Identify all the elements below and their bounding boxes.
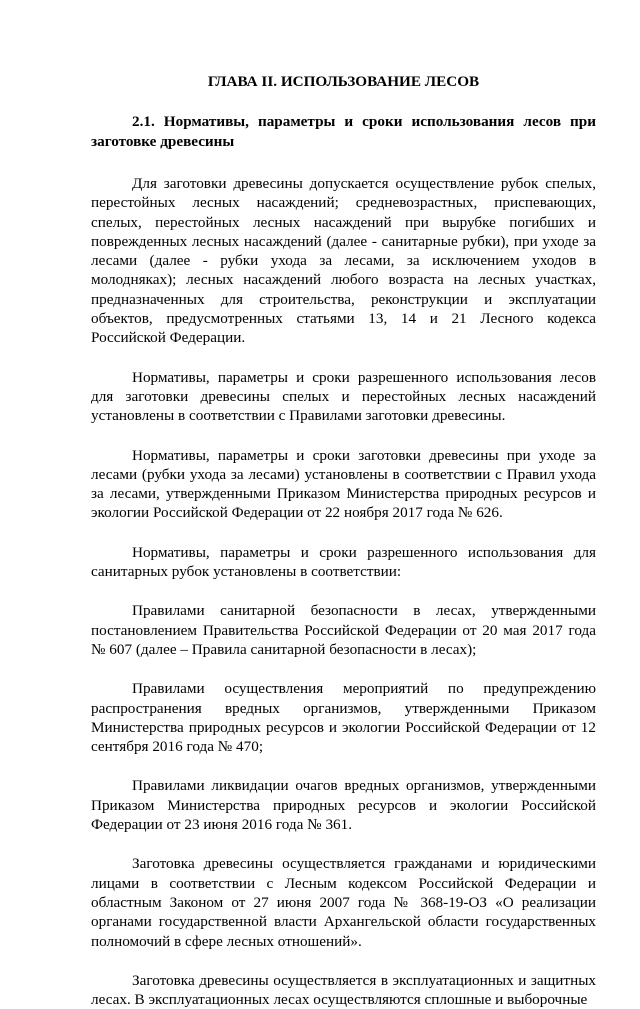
- paragraph-forest-zones: Заготовка древесины осуществляется в эксплуатационных и защитных лесах. В эксплуатационных лесах осуществляются сплошные и выборочные: [91, 971, 596, 1009]
- chapter-title: ГЛАВА II. ИСПОЛЬЗОВАНИЕ ЛЕСОВ: [207, 73, 480, 90]
- paragraph-citizens-legal: Заготовка древесины осуществляется гражданами и юридическими лицами в соответствии с Лесным кодексом Российской Федерации и областным Законом от 27 июня 2007 года № 368-19-ОЗ «О реализации органами государственной власти Архангельской области государственных полномочий в сфере лесных отношений».: [91, 855, 596, 950]
- paragraph-sanitary-rules: Правилами санитарной безопасности в лесах, утвержденными постановлением Правительства Российской Федерации от 20 мая 2017 года № 607 (далее – Правила санитарной безопасности в лесах);: [91, 602, 596, 658]
- paragraph-logging-types: Для заготовки древесины допускается осуществление рубок спелых, перестойных лесных насаждений; средневозрастных, приспевающих, спелых, перестойных лесных насаждений при вырубке погибших и поврежденных лесных насаждений (далее - санитарные рубки), при уходе за лесами (далее - рубки ухода за лесами, за исключением уходов в молодняках); лесных насаждений любого возраста на лесных участках, предназначенных для строительства, реконструкции и эксплуатации объектов, предусмотренных статьями 13, 14 и 21 Лесного кодекса Российской Федерации.: [91, 175, 596, 347]
- paragraph-liquidation-rules: Правилами ликвидации очагов вредных организмов, утвержденными Приказом Министерства природных ресурсов и экологии Российской Федерации от 23 июня 2016 года № 361.: [91, 777, 596, 834]
- paragraph-sanitary-intro: Нормативы, параметры и сроки разрешенного использования для санитарных рубок установлены в соответствии:: [91, 543, 596, 581]
- paragraph-thinning: Нормативы, параметры и сроки заготовки древесины при уходе за лесами (рубки ухода за лесами) установлены в соответствии с Правил ухода за лесами, утвержденными Приказом Министерства природных ресурсов и экологии Российской Федерации от 22 ноября 2017 года № 626.: [91, 446, 596, 522]
- paragraph-mature-stands: Нормативы, параметры и сроки разрешенного использования лесов для заготовки древесины спелых и перестойных лесных насаждений установлены в соответствии с Правилами заготовки древесины.: [91, 368, 596, 425]
- section-title: 2.1. Нормативы, параметры и сроки использования лесов при заготовке древесины: [91, 113, 596, 150]
- paragraph-prevention-rules: Правилами осуществления мероприятий по предупреждению распространения вредных организмов, утвержденными Приказом Министерства природных ресурсов и экологии Российской Федерации от 12 сентября 2016 года № 470;: [91, 680, 596, 756]
